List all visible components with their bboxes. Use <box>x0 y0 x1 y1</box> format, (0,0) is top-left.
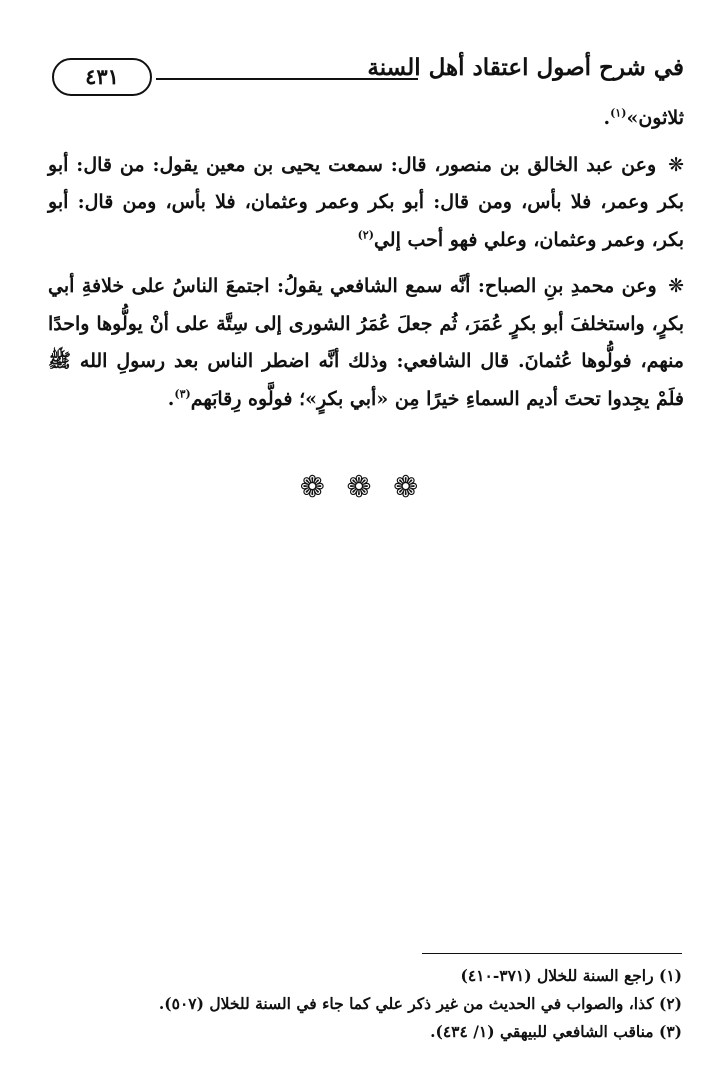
header-rule <box>156 78 418 80</box>
page-number: ٤٣١ <box>52 58 152 96</box>
paragraph: ❋ وعن محمدِ بنِ الصباح: أنَّه سمع الشافعي يقولُ: اجتمعَ الناسُ على خلافةِ أبي بكرٍ، واستخلفَ أبو بكرٍ عُمَرَ، ثُم جعلَ عُمَرُ الشورى إلى سِتَّة على أنْ يولُّوها واحدًا منهم، فولُّوها عُثمانَ. قال الشافعي: وذلك أنَّه اضطر الناس بعد رسولِ الله ﷺ فلَمْ يجِدوا تحتَ أديم السماءِ خيرًا مِن «أبي بكرٍ»؛ فولَّوه رِقابَهم$^{(٣)}$. <box>48 275 684 410</box>
footnotes <box>48 962 682 1046</box>
footnote: (١) راجع السنة للخلال (٣٧١-٤١٠) <box>460 966 682 985</box>
footnote: (٣) مناقب الشافعي للبيهقي (١/ ٤٣٤). <box>430 1022 682 1041</box>
section-ornament-icon: ❁ ❁ ❁ <box>299 470 425 505</box>
footnote-ref: (٢) <box>357 228 374 242</box>
paragraph: ❋ وعن عبد الخالق بن منصور، قال: سمعت يحيى بن معين يقول: من قال: أبو بكر وعمر، فلا بأس، ومن قال: أبو بكر وعمر وعثمان، فلا بأس، ومن قال: أبو بكر، وعمر وعثمان، وعلي فهو أحب إلي$^{(٢)}$ <box>48 153 684 251</box>
paragraph-star-icon: ❋ <box>668 153 684 176</box>
main-text <box>48 100 684 418</box>
book-title: في شرح أصول اعتقاد أهل السنة <box>367 54 684 81</box>
footnote-ref: (١) <box>610 106 627 120</box>
footnote-ref: (٣) <box>174 387 191 401</box>
footnote-divider <box>422 953 682 954</box>
paragraph-star-icon: ❋ <box>668 275 684 297</box>
footnote: (٢) كذا، والصواب في الحديث من غير ذكر علي كما جاء في السنة للخلال (٥٠٧). <box>158 994 682 1013</box>
running-header <box>52 52 684 102</box>
paragraph: ثلاثون»$^{(١)}$. <box>603 106 684 129</box>
